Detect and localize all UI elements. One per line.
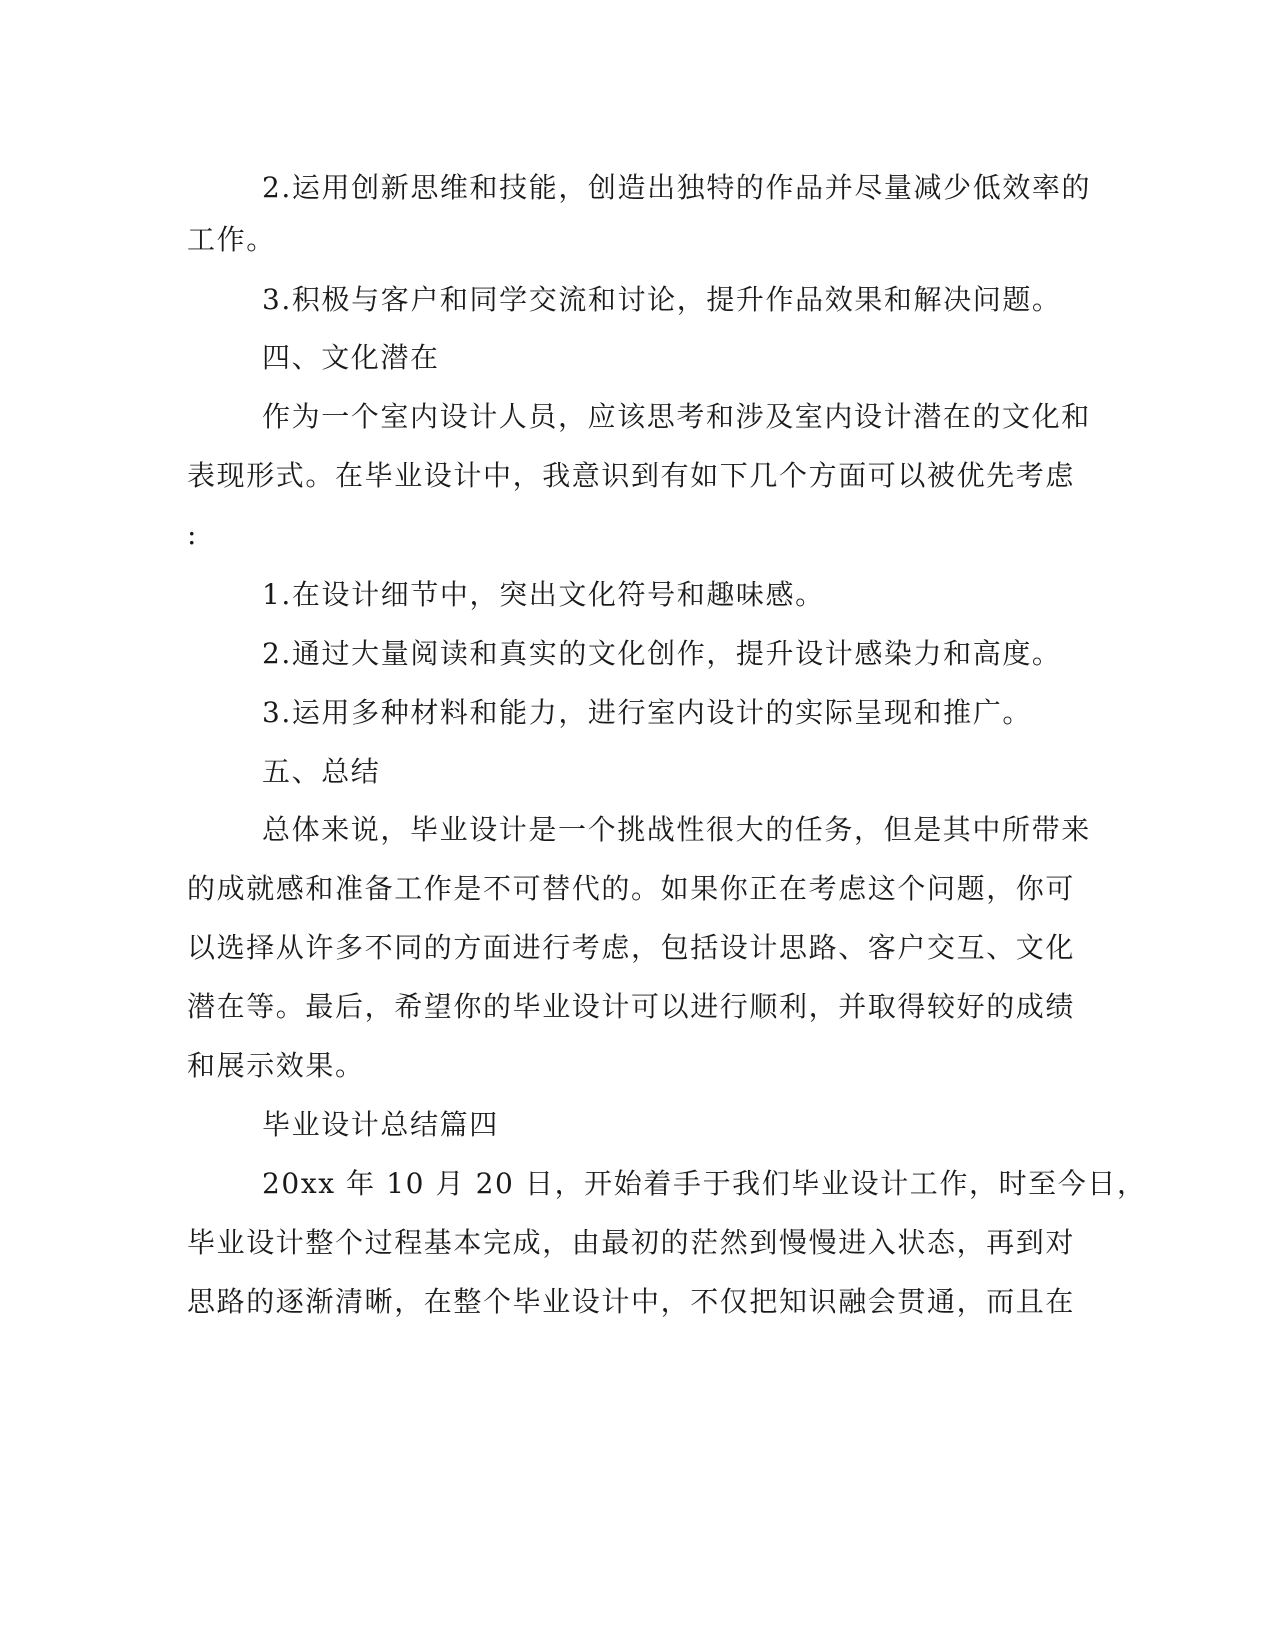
section-heading: 毕业设计总结篇四 (262, 1108, 499, 1141)
text-line: 工作。 (187, 223, 276, 256)
section-heading: 四、文化潜在 (262, 341, 440, 374)
text-line: 毕业设计整个过程基本完成，由最初的茫然到慢慢进入状态，再到对 (187, 1226, 1076, 1259)
list-item: 2.通过大量阅读和真实的文化创作，提升设计感染力和高度。 (262, 637, 1062, 670)
text-line: 总体来说，毕业设计是一个挑战性很大的任务，但是其中所带来 (262, 813, 1091, 846)
text-line: 20xx 年 10 月 20 日，开始着手于我们毕业设计工作，时至今日， (262, 1167, 1147, 1200)
text-line: 表现形式。在毕业设计中，我意识到有如下几个方面可以被优先考虑 (187, 459, 1076, 492)
list-item: 3.运用多种材料和能力，进行室内设计的实际呈现和推广。 (262, 696, 1032, 729)
text-line: 2.运用创新思维和技能，创造出独特的作品并尽量减少低效率的 (262, 171, 1092, 204)
text-line: 3.积极与客户和同学交流和讨论，提升作品效果和解决问题。 (262, 283, 1062, 316)
text-line: 以选择从许多不同的方面进行考虑，包括设计思路、客户交互、文化 (187, 931, 1076, 964)
list-item: 1.在设计细节中，突出文化符号和趣味感。 (262, 578, 825, 611)
text-line: 和展示效果。 (187, 1049, 365, 1082)
text-line: 作为一个室内设计人员，应该思考和涉及室内设计潜在的文化和 (262, 400, 1091, 433)
text-line: 思路的逐渐清晰，在整个毕业设计中，不仅把知识融会贯通，而且在 (187, 1285, 1076, 1318)
text-line: 的成就感和准备工作是不可替代的。如果你正在考虑这个问题，你可 (187, 872, 1076, 905)
text-line: 潜在等。最后，希望你的毕业设计可以进行顺利，并取得较好的成绩 (187, 990, 1076, 1023)
section-heading: 五、总结 (262, 755, 381, 788)
text-line: : (187, 518, 199, 551)
